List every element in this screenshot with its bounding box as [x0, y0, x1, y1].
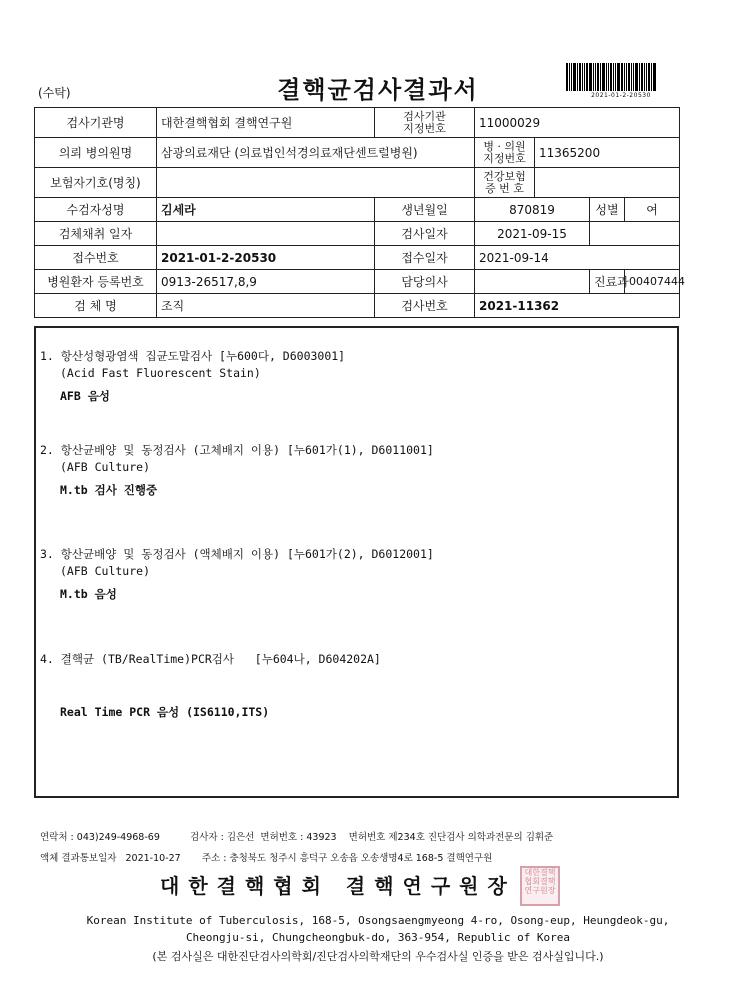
sex-label: 성별: [590, 198, 625, 222]
req-hosp-value: 삼광의료재단 (의료법인석경의료재단센트럴병원): [157, 138, 475, 168]
test-result: M.tb 음성: [60, 587, 117, 601]
test-date-value: 2021-09-15: [475, 222, 590, 246]
inst-code-label: 검사기관 지정번호: [375, 108, 475, 138]
inst-label: 검사기관명: [35, 108, 157, 138]
barcode-bar: [624, 63, 625, 91]
address-line-2: Cheongju-si, Chungcheongbuk-do, 363-954, Republic of Korea: [185, 931, 571, 944]
test-no-value: 2021-11362: [475, 294, 680, 318]
doctor-label: 담당의사: [375, 270, 475, 294]
doctor-value: [475, 270, 590, 294]
specimen-value: 조직: [157, 294, 375, 318]
barcode-bar: [615, 63, 616, 91]
barcode-bar: [606, 63, 607, 91]
barcode-bar: [571, 63, 572, 91]
barcode-bar: [628, 63, 630, 91]
collect-label: 검체채취 일자: [35, 222, 157, 246]
notify-line: 액체 결과통보일자 2021-10-27 주소 : 충청북도 청주시 흥덕구 오송읍 오송생명4로 168-5 결핵연구원: [40, 853, 493, 864]
test-subtitle: (AFB Culture): [60, 460, 151, 474]
reg-no-value: 0913-26517,8,9: [157, 270, 375, 294]
collect-value: [157, 222, 375, 246]
health-value: [535, 168, 680, 198]
results-box: [34, 326, 679, 798]
barcode: [566, 63, 676, 101]
institute-address-english: [0, 912, 756, 946]
barcode-bar: [613, 63, 614, 91]
test-title: 1. 항산성형광염색 집균도말검사 [누600다, D6003001]: [40, 349, 346, 363]
barcode-bar: [593, 63, 594, 91]
barcode-bar: [621, 63, 623, 91]
barcode-bar: [586, 63, 588, 91]
health-label: 건강보험 증 번 호: [475, 168, 535, 198]
hosp-code-value: 11365200: [535, 138, 680, 168]
barcode-bar: [635, 63, 638, 91]
test-item-3: [40, 546, 434, 603]
recv-no-value: 2021-01-2-20530: [157, 246, 375, 270]
inst-value: 대한결핵협회 결핵연구원: [157, 108, 375, 138]
test-date-label: 검사일자: [375, 222, 475, 246]
barcode-bar: [639, 63, 640, 91]
req-hosp-label: 의뢰 병의원명: [35, 138, 157, 168]
barcode-bar: [626, 63, 627, 91]
test-no-label: 검사번호: [375, 294, 475, 318]
barcode-bar: [602, 63, 605, 91]
official-seal: 대한결핵협회결핵연구원장: [520, 866, 560, 906]
patient-label: 수검자성명: [35, 198, 157, 222]
barcode-bar: [577, 63, 578, 91]
test-title: 2. 항산균배양 및 동정검사 (고체배지 이용) [누601가(1), D6011001]: [40, 443, 434, 457]
barcode-text: 2021-01-2-20530: [591, 92, 651, 99]
info-table: [34, 107, 685, 318]
dept-label: 진료과: [590, 270, 625, 294]
sex-value: 여: [625, 198, 680, 222]
barcode-bar: [584, 63, 585, 91]
birth-value: 870819: [475, 198, 590, 222]
barcode-bar: [579, 63, 581, 91]
test-item-4: [40, 651, 381, 721]
barcode-bar: [597, 63, 599, 91]
test-item-2: [40, 442, 434, 499]
barcode-bar: [651, 63, 652, 91]
institute-name-korean: 대한결핵협회 결핵연구원장: [160, 874, 516, 898]
test-item-1: [40, 348, 345, 405]
insurance-value: [157, 168, 475, 198]
reg-no-label: 병원환자 등록번호: [35, 270, 157, 294]
barcode-bar: [589, 63, 592, 91]
barcode-bar: [566, 63, 568, 91]
barcode-bar: [573, 63, 576, 91]
barcode-bar: [633, 63, 634, 91]
test-subtitle: (AFB Culture): [60, 564, 151, 578]
test-title: 4. 결핵균 (TB/RealTime)PCR검사 [누604나, D604202A]: [40, 652, 381, 666]
request-tag: (수탁): [38, 86, 71, 100]
certification-note: (본 검사실은 대한진단검사의학회/진단검사의학재단의 우수검사실 인증을 받은 검사실입니다.): [152, 950, 604, 963]
barcode-bar: [653, 63, 656, 91]
barcode-bar: [610, 63, 612, 91]
barcode-bar: [631, 63, 632, 91]
contact-line: 연락처 : 043)249-4968-69 검사자 : 김은선 면허번호 : 43923 면허번호 제234호 진단검사 의학과전문의 김휘준: [40, 832, 554, 843]
barcode-bar: [617, 63, 620, 91]
document-title: 결핵균검사결과서: [277, 75, 479, 104]
dept-value: 00407444: [625, 270, 680, 294]
test-result: AFB 음성: [60, 389, 110, 403]
barcode-bar: [644, 63, 645, 91]
insurance-label: 보험자기호(명칭): [35, 168, 157, 198]
barcode-bar: [641, 63, 643, 91]
address-line-1: Korean Institute of Tuberculosis, 168-5, Osongsaengmyeong 4-ro, Osong-eup, Heungdeok-gu,: [86, 914, 670, 927]
inst-code-value: 11000029: [475, 108, 680, 138]
barcode-bar: [582, 63, 583, 91]
test-title: 3. 항산균배양 및 동정검사 (액체배지 이용) [누601가(2), D6012001]: [40, 547, 434, 561]
recv-no-label: 접수번호: [35, 246, 157, 270]
specimen-label: 검 체 명: [35, 294, 157, 318]
barcode-bar: [608, 63, 609, 91]
patient-value: 김세라: [157, 198, 375, 222]
barcode-bar: [595, 63, 596, 91]
birth-label: 생년월일: [375, 198, 475, 222]
recv-date-value: 2021-09-14: [475, 246, 680, 270]
barcode-bar: [569, 63, 570, 91]
test-result: M.tb 검사 진행중: [60, 483, 158, 497]
empty-cell: [590, 222, 680, 246]
hosp-code-label: 병 · 의원 지정번호: [475, 138, 535, 168]
test-subtitle: (Acid Fast Fluorescent Stain): [60, 366, 261, 380]
test-result: Real Time PCR 음성 (IS6110,ITS): [60, 705, 270, 719]
recv-date-label: 접수일자: [375, 246, 475, 270]
barcode-bar: [600, 63, 601, 91]
barcode-bar: [648, 63, 650, 91]
barcode-bar: [646, 63, 647, 91]
